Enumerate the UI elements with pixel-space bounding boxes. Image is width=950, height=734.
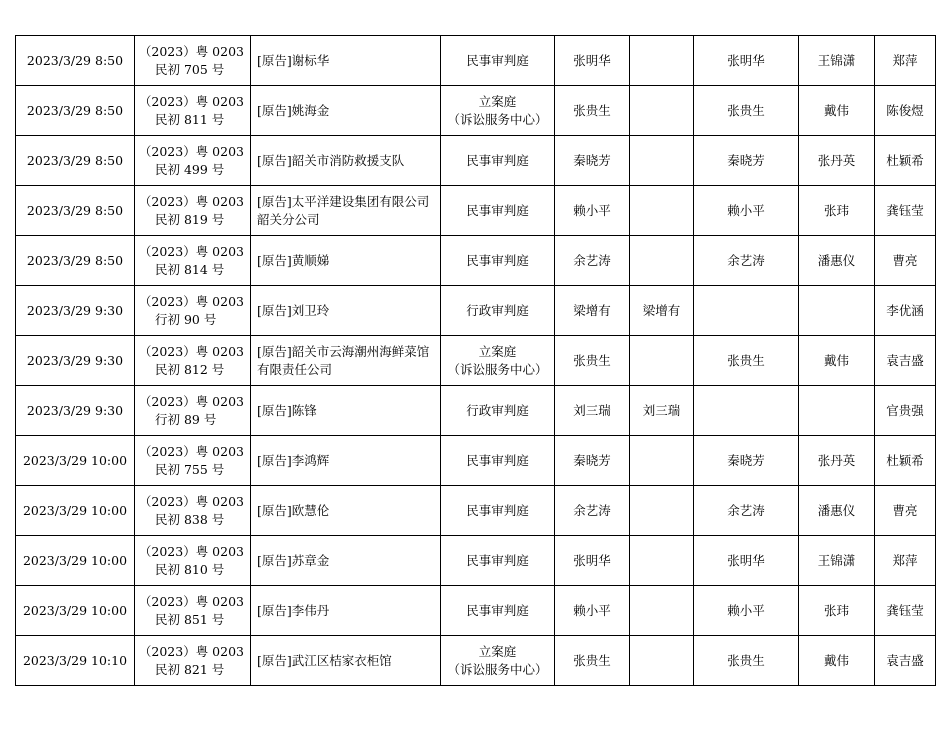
case-number — [135, 86, 251, 136]
presiding-judge-text: 秦晓芳 — [573, 452, 611, 468]
presiding-judge-text: 赖小平 — [573, 602, 611, 618]
table-row — [16, 86, 936, 136]
clerk-name — [875, 436, 936, 486]
party-name — [251, 286, 441, 336]
party-name — [251, 436, 441, 486]
presiding-judge — [555, 286, 630, 336]
party-name — [251, 586, 441, 636]
clerk-name — [875, 386, 936, 436]
assistant-name — [799, 636, 875, 686]
tribunal-line1: 民事审判庭 — [466, 152, 529, 168]
case-number — [135, 186, 251, 236]
hearing-time — [16, 36, 135, 86]
case-number — [135, 236, 251, 286]
tribunal-line1: 行政审判庭 — [466, 402, 529, 418]
judge-column-6 — [630, 136, 694, 186]
judge-column-6 — [630, 536, 694, 586]
party-name-text: [原告]李鸿辉 — [257, 452, 330, 468]
party-name — [251, 36, 441, 86]
tribunal-line2: （诉讼服务中心） — [447, 661, 548, 677]
table-row — [16, 186, 936, 236]
judge-column-6 — [630, 436, 694, 486]
presiding-judge-text: 刘三瑞 — [573, 402, 611, 418]
clerk-name — [875, 636, 936, 686]
table-row — [16, 486, 936, 536]
clerk-name — [875, 486, 936, 536]
tribunal — [441, 636, 555, 686]
clerk-name — [875, 186, 936, 236]
case-number-line1: （2023）粤 0203 — [138, 93, 244, 109]
clerk-name — [875, 586, 936, 636]
judge-column-7 — [694, 136, 799, 186]
table-row — [16, 636, 936, 686]
case-number — [135, 536, 251, 586]
party-name-text: [原告]韶关市云海潮州海鲜菜馆有限责任公司 — [257, 343, 430, 377]
judge-column-7-text: 张贵生 — [727, 352, 765, 368]
case-number-line2: 民初 819 号 — [155, 211, 225, 227]
tribunal — [441, 436, 555, 486]
judge-column-7 — [694, 36, 799, 86]
tribunal — [441, 186, 555, 236]
case-number-line1: （2023）粤 0203 — [138, 243, 244, 259]
judge-column-7-text: 余艺涛 — [727, 252, 765, 268]
tribunal-line1: 民事审判庭 — [466, 252, 529, 268]
presiding-judge — [555, 86, 630, 136]
case-number-line2: 民初 851 号 — [155, 611, 225, 627]
tribunal — [441, 86, 555, 136]
tribunal-line1: 立案庭 — [478, 93, 517, 109]
case-number-line1: （2023）粤 0203 — [138, 493, 244, 509]
case-number — [135, 286, 251, 336]
judge-column-7 — [694, 236, 799, 286]
judge-column-6 — [630, 286, 694, 336]
case-number — [135, 136, 251, 186]
table-row — [16, 36, 936, 86]
hearing-time-text: 2023/3/29 8:50 — [26, 152, 124, 168]
case-number-line2: 行初 90 号 — [155, 311, 217, 327]
presiding-judge-text: 梁增有 — [573, 302, 611, 318]
party-name — [251, 386, 441, 436]
presiding-judge-text: 秦晓芳 — [573, 152, 611, 168]
party-name-text: [原告]韶关市消防救援支队 — [257, 152, 405, 168]
clerk-name-text: 李优涵 — [886, 302, 924, 318]
assistant-name — [799, 386, 875, 436]
clerk-name-text: 陈俊煜 — [886, 102, 924, 118]
case-number-line2: 行初 89 号 — [155, 411, 217, 427]
party-name-text: [原告]姚海金 — [257, 102, 330, 118]
table-row — [16, 586, 936, 636]
case-number-line2: 民初 821 号 — [155, 661, 225, 677]
case-number — [135, 336, 251, 386]
case-number-line1: （2023）粤 0203 — [138, 193, 244, 209]
clerk-name — [875, 336, 936, 386]
assistant-name-text: 潘惠仪 — [817, 502, 856, 518]
tribunal — [441, 236, 555, 286]
presiding-judge — [555, 486, 630, 536]
clerk-name — [875, 536, 936, 586]
presiding-judge — [555, 436, 630, 486]
judge-column-7 — [694, 486, 799, 536]
assistant-name — [799, 186, 875, 236]
table-row — [16, 236, 936, 286]
presiding-judge — [555, 386, 630, 436]
tribunal — [441, 286, 555, 336]
judge-column-7-text: 赖小平 — [727, 602, 765, 618]
case-number-line2: 民初 705 号 — [155, 61, 225, 77]
assistant-name-text: 张丹英 — [817, 152, 856, 168]
case-number-line1: （2023）粤 0203 — [138, 643, 244, 659]
party-name — [251, 486, 441, 536]
table-row — [16, 136, 936, 186]
party-name-text: [原告]刘卫玲 — [257, 302, 330, 318]
presiding-judge — [555, 136, 630, 186]
table-row — [16, 386, 936, 436]
judge-column-6-text: 刘三瑞 — [642, 402, 681, 418]
clerk-name — [875, 136, 936, 186]
case-number-line1: （2023）粤 0203 — [138, 43, 244, 59]
hearing-time — [16, 586, 135, 636]
hearing-time-text: 2023/3/29 9:30 — [26, 402, 124, 418]
hearing-time-text: 2023/3/29 8:50 — [26, 102, 124, 118]
hearing-time — [16, 536, 135, 586]
case-number-line1: （2023）粤 0203 — [138, 143, 244, 159]
tribunal — [441, 36, 555, 86]
judge-column-7-text: 秦晓芳 — [727, 452, 765, 468]
assistant-name — [799, 36, 875, 86]
party-name-text: [原告]欧慧伦 — [257, 502, 330, 518]
judge-column-6 — [630, 186, 694, 236]
hearing-time-text: 2023/3/29 9:30 — [26, 302, 124, 318]
hearing-time — [16, 86, 135, 136]
assistant-name — [799, 236, 875, 286]
assistant-name — [799, 586, 875, 636]
presiding-judge-text: 赖小平 — [573, 202, 611, 218]
case-number-line1: （2023）粤 0203 — [138, 343, 244, 359]
judge-column-7-text: 秦晓芳 — [727, 152, 765, 168]
case-number-line2: 民初 755 号 — [155, 461, 225, 477]
clerk-name — [875, 286, 936, 336]
tribunal — [441, 136, 555, 186]
case-number-line2: 民初 838 号 — [155, 511, 225, 527]
hearing-time — [16, 186, 135, 236]
party-name-text: [原告]黄顺娣 — [257, 252, 330, 268]
judge-column-7 — [694, 636, 799, 686]
assistant-name — [799, 86, 875, 136]
case-number — [135, 36, 251, 86]
assistant-name-text: 王锦潇 — [817, 552, 856, 568]
presiding-judge-text: 张贵生 — [573, 352, 611, 368]
clerk-name-text: 龚钰莹 — [886, 202, 924, 218]
judge-column-7 — [694, 286, 799, 336]
judge-column-7 — [694, 536, 799, 586]
presiding-judge-text: 张贵生 — [573, 652, 611, 668]
tribunal-line2: （诉讼服务中心） — [447, 361, 548, 377]
judge-column-7 — [694, 436, 799, 486]
case-number — [135, 636, 251, 686]
party-name-text: [原告]李伟丹 — [257, 602, 330, 618]
table-row — [16, 436, 936, 486]
tribunal — [441, 386, 555, 436]
clerk-name-text: 郑萍 — [892, 52, 918, 68]
hearing-time-text: 2023/3/29 8:50 — [26, 52, 124, 68]
party-name-text: [原告]陈锋 — [257, 402, 317, 418]
assistant-name — [799, 136, 875, 186]
case-number — [135, 586, 251, 636]
table-row — [16, 536, 936, 586]
hearing-time — [16, 436, 135, 486]
clerk-name-text: 龚钰莹 — [886, 602, 924, 618]
party-name — [251, 186, 441, 236]
judge-column-6 — [630, 36, 694, 86]
party-name-text: [原告]太平洋建设集团有限公司韶关分公司 — [257, 193, 430, 227]
clerk-name-text: 曹亮 — [892, 502, 918, 518]
clerk-name-text: 杜颖希 — [886, 452, 924, 468]
hearing-time-text: 2023/3/29 10:10 — [22, 652, 128, 668]
tribunal-line1: 民事审判庭 — [466, 52, 529, 68]
hearing-time — [16, 336, 135, 386]
assistant-name-text: 戴伟 — [823, 352, 849, 368]
assistant-name — [799, 286, 875, 336]
hearing-time-text: 2023/3/29 10:00 — [22, 452, 128, 468]
case-number — [135, 436, 251, 486]
hearing-time — [16, 236, 135, 286]
assistant-name-text: 王锦潇 — [817, 52, 856, 68]
presiding-judge — [555, 236, 630, 286]
hearing-time — [16, 136, 135, 186]
judge-column-7 — [694, 186, 799, 236]
party-name-text: [原告]谢标华 — [257, 52, 330, 68]
judge-column-7-text: 张明华 — [727, 52, 765, 68]
judge-column-7-text: 余艺涛 — [727, 502, 765, 518]
judge-column-6 — [630, 486, 694, 536]
party-name — [251, 536, 441, 586]
tribunal-line1: 民事审判庭 — [466, 202, 529, 218]
case-number — [135, 486, 251, 536]
tribunal — [441, 486, 555, 536]
case-number-line2: 民初 810 号 — [155, 561, 225, 577]
tribunal-line2: （诉讼服务中心） — [447, 111, 548, 127]
judge-column-6-text: 梁增有 — [642, 302, 681, 318]
judge-column-7-text: 张贵生 — [727, 652, 765, 668]
assistant-name-text: 张丹英 — [817, 452, 856, 468]
tribunal-line1: 民事审判庭 — [466, 552, 529, 568]
tribunal — [441, 586, 555, 636]
case-number-line2: 民初 812 号 — [155, 361, 225, 377]
case-number-line2: 民初 811 号 — [155, 111, 225, 127]
judge-column-6 — [630, 86, 694, 136]
tribunal-line1: 民事审判庭 — [466, 452, 529, 468]
presiding-judge-text: 张明华 — [573, 552, 611, 568]
tribunal — [441, 536, 555, 586]
case-number-line2: 民初 814 号 — [155, 261, 225, 277]
clerk-name-text: 官贵强 — [886, 402, 924, 418]
hearing-time-text: 2023/3/29 10:00 — [22, 502, 128, 518]
presiding-judge — [555, 586, 630, 636]
clerk-name-text: 袁吉盛 — [886, 652, 924, 668]
judge-column-6 — [630, 236, 694, 286]
schedule-rows — [16, 36, 936, 686]
judge-column-7 — [694, 86, 799, 136]
hearing-time-text: 2023/3/29 8:50 — [26, 202, 124, 218]
clerk-name — [875, 236, 936, 286]
hearing-time — [16, 636, 135, 686]
hearing-time-text: 2023/3/29 9:30 — [26, 352, 124, 368]
judge-column-6 — [630, 586, 694, 636]
party-name-text: [原告]武江区桔家衣柜馆 — [257, 652, 392, 668]
assistant-name — [799, 436, 875, 486]
hearing-time-text: 2023/3/29 10:00 — [22, 602, 128, 618]
clerk-name-text: 袁吉盛 — [886, 352, 924, 368]
case-number — [135, 386, 251, 436]
presiding-judge — [555, 186, 630, 236]
assistant-name-text: 戴伟 — [823, 652, 849, 668]
tribunal-line1: 民事审判庭 — [466, 502, 529, 518]
tribunal-line1: 立案庭 — [478, 643, 517, 659]
clerk-name — [875, 36, 936, 86]
presiding-judge-text: 余艺涛 — [573, 502, 611, 518]
presiding-judge — [555, 536, 630, 586]
assistant-name — [799, 336, 875, 386]
presiding-judge-text: 余艺涛 — [573, 252, 611, 268]
clerk-name-text: 曹亮 — [892, 252, 918, 268]
judge-column-7 — [694, 386, 799, 436]
hearing-time — [16, 386, 135, 436]
judge-column-7-text: 张贵生 — [727, 102, 765, 118]
case-number-line2: 民初 499 号 — [155, 161, 225, 177]
tribunal-line1: 立案庭 — [478, 343, 517, 359]
assistant-name — [799, 486, 875, 536]
judge-column-6 — [630, 336, 694, 386]
hearing-time-text: 2023/3/29 10:00 — [22, 552, 128, 568]
judge-column-7 — [694, 586, 799, 636]
assistant-name — [799, 536, 875, 586]
clerk-name — [875, 86, 936, 136]
case-number-line1: （2023）粤 0203 — [138, 593, 244, 609]
tribunal — [441, 336, 555, 386]
judge-column-7 — [694, 336, 799, 386]
party-name — [251, 86, 441, 136]
tribunal-line1: 行政审判庭 — [466, 302, 529, 318]
hearing-time-text: 2023/3/29 8:50 — [26, 252, 124, 268]
party-name-text: [原告]苏章金 — [257, 552, 330, 568]
party-name — [251, 236, 441, 286]
assistant-name-text: 潘惠仪 — [817, 252, 856, 268]
tribunal-line1: 民事审判庭 — [466, 602, 529, 618]
judge-column-6 — [630, 636, 694, 686]
presiding-judge — [555, 36, 630, 86]
party-name — [251, 336, 441, 386]
table-row — [16, 286, 936, 336]
assistant-name-text: 戴伟 — [823, 102, 849, 118]
case-number-line1: （2023）粤 0203 — [138, 293, 244, 309]
clerk-name-text: 杜颖希 — [886, 152, 924, 168]
party-name — [251, 636, 441, 686]
presiding-judge — [555, 636, 630, 686]
clerk-name-text: 郑萍 — [892, 552, 918, 568]
hearing-time — [16, 486, 135, 536]
table-row — [16, 336, 936, 386]
assistant-name-text: 张玮 — [823, 202, 849, 218]
presiding-judge-text: 张明华 — [573, 52, 611, 68]
case-number-line1: （2023）粤 0203 — [138, 393, 244, 409]
presiding-judge-text: 张贵生 — [573, 102, 611, 118]
party-name — [251, 136, 441, 186]
case-number-line1: （2023）粤 0203 — [138, 543, 244, 559]
presiding-judge — [555, 336, 630, 386]
hearing-time — [16, 286, 135, 336]
assistant-name-text: 张玮 — [823, 602, 849, 618]
judge-column-6 — [630, 386, 694, 436]
judge-column-7-text: 张明华 — [727, 552, 765, 568]
case-number-line1: （2023）粤 0203 — [138, 443, 244, 459]
judge-column-7-text: 赖小平 — [727, 202, 765, 218]
hearing-schedule-table — [15, 35, 936, 686]
